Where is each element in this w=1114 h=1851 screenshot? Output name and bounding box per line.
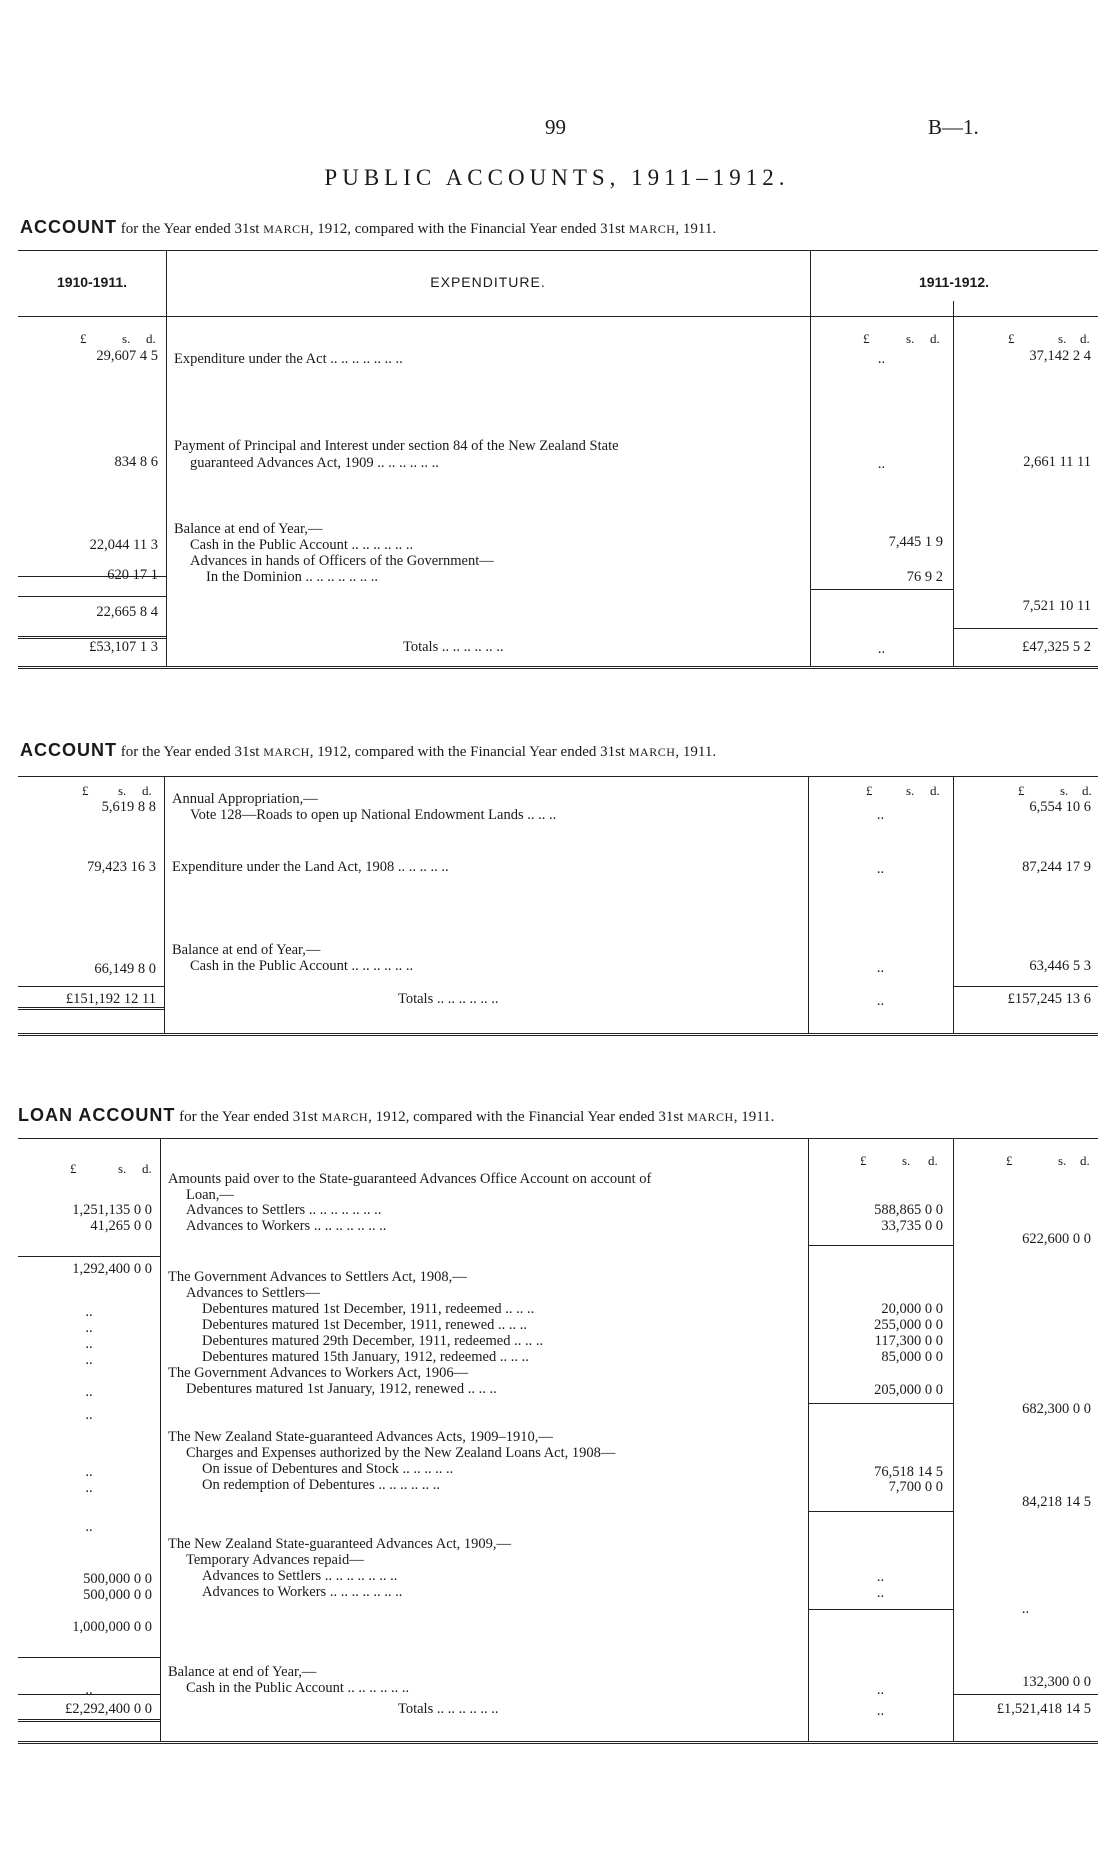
outer-amount: 622,600 0 0 xyxy=(1022,1231,1091,1247)
page-title: PUBLIC ACCOUNTS, 1911–1912. xyxy=(324,165,790,190)
unit-shilling: s. xyxy=(906,783,915,798)
row-description: Debentures matured 1st December, 1911, redeemed .. .. .. xyxy=(202,1301,535,1317)
prev-total: £2,292,400 0 0 xyxy=(65,1701,152,1717)
row-description: The Government Advances to Workers Act, 1906— xyxy=(168,1365,469,1381)
expenditure-table xyxy=(18,250,1098,669)
prev-subtotal: 22,665 8 4 xyxy=(96,604,158,620)
inner-amount: 205,000 0 0 xyxy=(874,1382,943,1398)
prev-subtotal: 1,292,400 0 0 xyxy=(72,1261,152,1277)
unit-shilling: s. xyxy=(1058,331,1067,346)
prev-amount: 22,044 11 3 xyxy=(89,537,158,553)
row-description: In the Dominion .. .. .. .. .. .. .. xyxy=(206,569,378,585)
prev-total: £151,192 12 11 xyxy=(65,991,156,1007)
inner-amount: .. xyxy=(876,993,885,1009)
prev-amount: 500,000 0 0 xyxy=(83,1587,152,1603)
prev-amount: .. xyxy=(85,1336,93,1352)
unit-pence: d. xyxy=(930,783,940,798)
row-description: On redemption of Debentures .. .. .. .. .. .. xyxy=(202,1477,440,1493)
prev-amount: 66,149 8 0 xyxy=(94,961,156,977)
inner-amount: .. xyxy=(876,861,885,877)
row-description: Debentures matured 29th December, 1911, redeemed .. .. .. xyxy=(202,1333,544,1349)
row-description: Expenditure under the Act .. .. .. .. .. .. .. xyxy=(174,351,403,367)
prev-amount: .. xyxy=(85,1384,93,1400)
prev-amount: .. xyxy=(85,1480,93,1496)
unit-pound: £ xyxy=(1018,783,1025,798)
outer-amount: 63,446 5 3 xyxy=(1029,958,1091,974)
unit-pound: £ xyxy=(1008,331,1015,346)
totals-label: Totals .. .. .. .. .. .. xyxy=(403,639,504,655)
page-number: 99 xyxy=(545,115,566,139)
row-description: Balance at end of Year,— xyxy=(168,1664,317,1680)
unit-shilling: s. xyxy=(1060,783,1069,798)
row-description: Payment of Principal and Interest under section 84 of the New Zealand State xyxy=(174,438,619,454)
unit-pence: d. xyxy=(142,783,152,798)
row-description: Debentures matured 1st January, 1912, renewed .. .. .. xyxy=(186,1381,497,1397)
inner-amount: 76,518 14 5 xyxy=(874,1464,943,1480)
row-description: Annual Appropriation,— xyxy=(172,791,318,807)
inner-amount: .. xyxy=(876,1682,885,1698)
row-description: Cash in the Public Account .. .. .. .. .. .. xyxy=(190,958,414,974)
column-1911-1912: 1911-1912. xyxy=(918,274,990,290)
row-description: Charges and Expenses authorized by the New Zealand Loans Act, 1908— xyxy=(186,1445,616,1461)
prev-amount: 620 17 1 xyxy=(107,567,158,583)
row-description: Expenditure under the Land Act, 1908 .. .. .. .. .. xyxy=(172,859,449,875)
unit-shilling: s. xyxy=(906,331,915,346)
unit-pound: £ xyxy=(1006,1153,1013,1168)
prev-amount: 41,265 0 0 xyxy=(90,1218,152,1234)
unit-pence: d. xyxy=(146,331,156,346)
row-description: Advances to Settlers .. .. .. .. .. .. .. xyxy=(202,1568,398,1584)
prev-amount: .. xyxy=(85,1304,93,1320)
inner-amount: .. xyxy=(876,1703,885,1719)
curr-total: £47,325 5 2 xyxy=(1022,639,1091,655)
unit-pence: d. xyxy=(1082,783,1092,798)
inner-amount: .. xyxy=(876,807,885,823)
unit-pence: d. xyxy=(1080,331,1090,346)
row-description: Debentures matured 15th January, 1912, redeemed .. .. .. xyxy=(202,1349,529,1365)
unit-shilling: s. xyxy=(122,331,131,346)
unit-pound: £ xyxy=(80,331,87,346)
row-description: Balance at end of Year,— xyxy=(174,521,323,537)
unit-pence: d. xyxy=(928,1153,938,1168)
unit-pound: £ xyxy=(863,331,870,346)
prev-amount: .. xyxy=(85,1352,93,1368)
column-1910-1911: 1910-1911. xyxy=(56,274,128,290)
row-description: Advances to Workers .. .. .. .. .. .. .. xyxy=(202,1584,403,1600)
outer-amount: .. xyxy=(1021,1601,1030,1617)
row-description: Cash in the Public Account .. .. .. .. .. .. xyxy=(190,537,414,553)
outer-amount: 6,554 10 6 xyxy=(1029,799,1091,815)
row-description: Loan,— xyxy=(186,1187,234,1203)
section-1-heading: ACCOUNT for the Year ended 31st MARCH, 1912, compared with the Financial Year ended 31st MARCH, 1911. xyxy=(20,217,717,237)
row-description: Debentures matured 1st December, 1911, renewed .. .. .. xyxy=(202,1317,528,1333)
unit-pence: d. xyxy=(930,331,940,346)
inner-amount: .. xyxy=(877,456,886,472)
inner-amount: 117,300 0 0 xyxy=(874,1333,943,1349)
prev-amount: 1,251,135 0 0 xyxy=(72,1202,152,1218)
outer-amount: 84,218 14 5 xyxy=(1022,1494,1091,1510)
prev-subtotal: 1,000,000 0 0 xyxy=(72,1619,152,1635)
column-expenditure: EXPENDITURE. xyxy=(430,274,546,290)
row-description: Cash in the Public Account .. .. .. .. .. .. xyxy=(186,1680,410,1696)
prev-amount: .. xyxy=(85,1407,93,1423)
row-description: Advances in hands of Officers of the Government— xyxy=(190,553,494,569)
outer-amount: 682,300 0 0 xyxy=(1022,1401,1091,1417)
row-description: Advances to Settlers— xyxy=(186,1285,320,1301)
inner-amount: 255,000 0 0 xyxy=(874,1317,943,1333)
outer-amount: 132,300 0 0 xyxy=(1022,1674,1091,1690)
outer-amount: 87,244 17 9 xyxy=(1022,859,1091,875)
prev-amount: 5,619 8 8 xyxy=(101,799,156,815)
prev-amount: 79,423 16 3 xyxy=(87,859,156,875)
inner-amount: 588,865 0 0 xyxy=(874,1202,943,1218)
unit-pence: d. xyxy=(142,1161,152,1176)
outer-amount: 2,661 11 11 xyxy=(1023,454,1091,470)
inner-amount: 7,445 1 9 xyxy=(888,534,943,550)
unit-pound: £ xyxy=(82,783,89,798)
inner-amount: 85,000 0 0 xyxy=(881,1349,943,1365)
totals-label: Totals .. .. .. .. .. .. xyxy=(398,991,499,1007)
unit-shilling: s. xyxy=(1058,1153,1067,1168)
unit-shilling: s. xyxy=(118,1161,127,1176)
prev-amount: 29,607 4 5 xyxy=(96,348,158,364)
unit-pound: £ xyxy=(70,1161,77,1176)
unit-shilling: s. xyxy=(118,783,127,798)
inner-amount: 20,000 0 0 xyxy=(881,1301,943,1317)
unit-pence: d. xyxy=(1080,1153,1090,1168)
unit-pound: £ xyxy=(866,783,873,798)
prev-amount: .. xyxy=(85,1682,93,1698)
row-description: Temporary Advances repaid— xyxy=(186,1552,364,1568)
section-3-heading: LOAN ACCOUNT for the Year ended 31st MARCH, 1912, compared with the Financial Year ended 31st MARCH, 1911. xyxy=(18,1105,775,1125)
outer-amount: 37,142 2 4 xyxy=(1029,348,1091,364)
row-description: On issue of Debentures and Stock .. .. .. .. .. xyxy=(202,1461,454,1477)
row-description: Advances to Workers .. .. .. .. .. .. .. xyxy=(186,1218,387,1234)
inner-amount: .. xyxy=(877,351,886,367)
inner-amount: 76 9 2 xyxy=(906,569,943,585)
unit-pound: £ xyxy=(860,1153,867,1168)
prev-amount: 834 8 6 xyxy=(114,454,158,470)
inner-amount: 33,735 0 0 xyxy=(881,1218,943,1234)
inner-amount: .. xyxy=(877,641,886,657)
totals-label: Totals .. .. .. .. .. .. xyxy=(398,1701,499,1717)
inner-amount: .. xyxy=(876,1569,885,1585)
row-description: Vote 128—Roads to open up National Endowment Lands .. .. .. xyxy=(190,807,557,823)
prev-amount: 500,000 0 0 xyxy=(83,1571,152,1587)
row-description: Advances to Settlers .. .. .. .. .. .. .. xyxy=(186,1202,382,1218)
outer-amount: 7,521 10 11 xyxy=(1022,598,1091,614)
prev-amount: .. xyxy=(85,1320,93,1336)
inner-amount: .. xyxy=(876,960,885,976)
unit-shilling: s. xyxy=(902,1153,911,1168)
land-account-table xyxy=(18,776,1098,1036)
loan-account-table xyxy=(18,1138,1098,1744)
prev-total: £53,107 1 3 xyxy=(89,639,158,655)
curr-total: £157,245 13 6 xyxy=(1007,991,1091,1007)
prev-amount: .. xyxy=(85,1519,93,1535)
curr-total: £1,521,418 14 5 xyxy=(996,1701,1091,1717)
inner-amount: .. xyxy=(876,1585,885,1601)
row-description: Amounts paid over to the State-guaranteed Advances Office Account on account of xyxy=(168,1171,652,1187)
document-reference: B—1. xyxy=(928,115,979,139)
row-description: guaranteed Advances Act, 1909 .. .. .. .. .. .. xyxy=(190,455,439,471)
row-description: The Government Advances to Settlers Act, 1908,— xyxy=(168,1269,467,1285)
inner-amount: 7,700 0 0 xyxy=(888,1479,943,1495)
row-description: The New Zealand State-guaranteed Advances Acts, 1909–1910,— xyxy=(168,1429,553,1445)
row-description: Balance at end of Year,— xyxy=(172,942,321,958)
row-description: The New Zealand State-guaranteed Advances Act, 1909,— xyxy=(168,1536,512,1552)
prev-amount: .. xyxy=(85,1464,93,1480)
section-2-heading: ACCOUNT for the Year ended 31st MARCH, 1912, compared with the Financial Year ended 31st MARCH, 1911. xyxy=(20,740,717,760)
